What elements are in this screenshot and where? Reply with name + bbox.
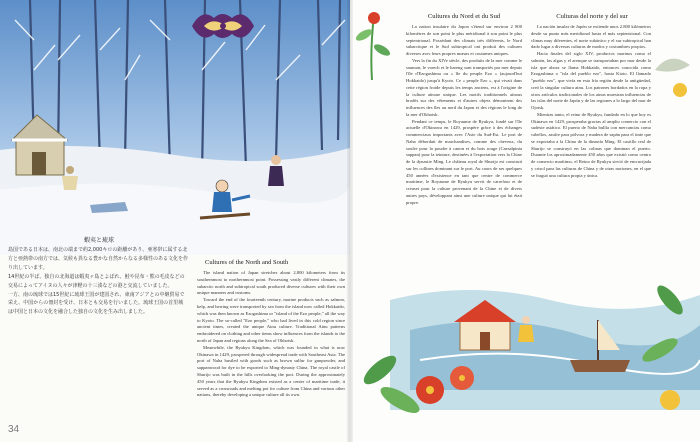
jp-paragraph: 14世紀の半ば、独自の北海道は蝦夷ヶ島とよばれ、鮭や昆布・熊の毛皮などの交易によってアイヌの人々が津軽の十三湊などの港と交流していました。 xyxy=(8,273,185,289)
jp-body-text xyxy=(8,246,188,317)
jp-paragraph: 島国である日本は、南北の端まで約2,000キロの距離があり、亜寒帯に属する北方と亜熱帯の南方では、気候も異なる豊かな自然からなる多様性のある文化を作り出しています。 xyxy=(8,247,189,271)
jp-paragraph: 一方、南の琉球では15世紀に琉球王国が建国され、東南アジアとの中継貿易で栄え、中国からの冊封を受け、日本とも交易を行いました。琉球王国の首里城は中国と日本の文化を融合した独自の文化を生み出しました。 xyxy=(8,291,185,316)
fr-body-text xyxy=(406,24,522,206)
es-paragraph: Hacia finales del siglo XIV, productos marinos como el salmón, las algas y el arenque se transportaban por mar desde la isla que ahora se llama Hokkaido, entonces conocida como Ezogashima o "isla del pueblo ezo", hasta Kioto. El llamado "pueblo ezo", que vivía en esta fría región desde la antigüedad, creó la singular cultura ainu. Los patrones bordados en la ropa y otros artículos tradicionales de los ainus muestran influencias de las islas del norte de Japón y de las regiones a lo largo del mar de Ojotsk. xyxy=(531,51,651,110)
en-body-text xyxy=(197,270,345,399)
leaf-decoration xyxy=(352,10,396,80)
en-paragraph: Toward the end of the fourteenth century, marine products such as salmon, kelp, and herring were transported by sea from the island now called Hokkaido, which was then known as Ezogashima or "island of the Ezo people," all the way to Kyoto. The so-called "Ezo people," who had lived in this cold region since ancient times, created the unique Ainu culture. Traditional Ainu patterns embroidered on clothing and other items show influences from the islands to the north of Japan and regions along the Sea of Okhotsk. xyxy=(197,297,345,343)
ryukyu-illustration xyxy=(350,240,700,442)
ainu-pattern-icon xyxy=(192,14,254,38)
fr-paragraph: La nation insulaire du Japon s'étend sur environ 2 800 kilomètres de son point le plus méridional à son point le plus septentrional. Possédant des climats très différents, le Nord subarctique et le Sud subtropical ont produit des cultures diverses avec leurs propres mœurs et coutumes uniques. xyxy=(406,24,522,56)
en-paragraph: Meanwhile, the Ryukyu Kingdom, which was founded in what is now Okinawa in 1429, prospered through widespread trade with Southeast Asia. The port of Naha bustled with goods such as brown sulfur for gunpowder, and sappanwood for dye to be exported to Ming-dynasty China. The royal castle of Shurijo was built in the hills overlooking the port. During the approximately 450 years that the Ryukyu Kingdom existed as a center of maritime trade, it served as a crossroads and melting pot for culture from China and various other nations, thereby developing a unique culture all its own. xyxy=(197,344,345,398)
bird-decoration xyxy=(650,40,698,110)
es-section-title: Culturas del norte y del sur xyxy=(556,13,628,20)
page-number: 34 xyxy=(8,424,20,435)
es-body-text xyxy=(531,24,651,179)
es-paragraph: Mientras tanto, el reino de Ryukyu, fundado en lo que hoy es Okinawa en 1429, prosperaba gracias al amplio comercio con el sudeste asiático. El puerto de Naha bullía con mercancías como cabellos, azufre para pólvora y madera de sapán para el tinte que se exportaba a la China de la dinastía Ming. El castillo real de Shurijo se construyó en las colinas que dominan el puerto. Durante los aproximadamente 450 años que existió como centro de comercio marítimo, el Reino de Ryukyu sirvió de encrucijada y crisol para las culturas de China y de otras naciones, en el que se fraguó una cultura propia y única. xyxy=(531,111,651,178)
fr-paragraph: Vers la fin du XIVe siècle, des produits de la mer comme le saumon, le varech et le hareng sont transportés par mer depuis l'île d'Ezogashima ou « île du peuple Ezo » (aujourd'hui Hokkaido) jusqu'à Kyoto. Ce « peuple Ezo », qui vivait dans cette région froide depuis les temps anciens, est à l'origine de la culture aïnoue unique. Les motifs traditionnels aïnous brodés sur des vêtements et d'autres objets démontrent des influences des îles au nord du Japon et des régions le long de la mer d'Okhotsk. xyxy=(406,57,522,117)
es-paragraph: La nación insular de Japón se extiende unos 2.800 kilómetros desde su punto más meridional hasta el más septentrional. Con climas muy diferentes, el norte subártico y el sur subtropical han dado lugar a diversas culturas de modos y costumbres propios. xyxy=(531,24,651,50)
en-section-title: Cultures of the North and South xyxy=(205,259,289,266)
fr-section-title: Cultures du Nord et du Sud xyxy=(427,13,501,20)
fr-paragraph: Pendant ce temps, le Royaume de Ryukyu, fondé sur l'île actuelle d'Okinawa en 1429, prospère grâce à des échanges commerciaux importants avec l'Asie du Sud-Est. Le port de Naha débordait de marchandises, comme des cheveux, du soufre pour la poudre à canon et du bois rouge (Caesalpinia sappan) pour la teinture, destinées à l'exportation vers la Chine de la dynastie Ming. Le château royal de Shurijo est construit sur les collines dominant sur le port. Au cours de ses quelques 450 années d'existence en tant que centre de commerce maritime, le Royaume de Ryukyu servit de carrefour et de creuset pour la culture provenant de la Chine et de divers autres pays, développant ainsi une culture unique qui lui était propre. xyxy=(406,118,522,205)
en-paragraph: The island nation of Japan stretches about 2,800 kilometers from its southernmost to northernmost point. Possessing vastly different climates, the subarctic north and subtropical south produced diverse cultures with their own unique manners and customs. xyxy=(197,270,345,296)
winter-illustration xyxy=(0,0,350,255)
book-gutter xyxy=(347,0,353,442)
right-page xyxy=(350,0,700,442)
jp-section-title: 蝦夷と琉球 xyxy=(84,237,115,244)
